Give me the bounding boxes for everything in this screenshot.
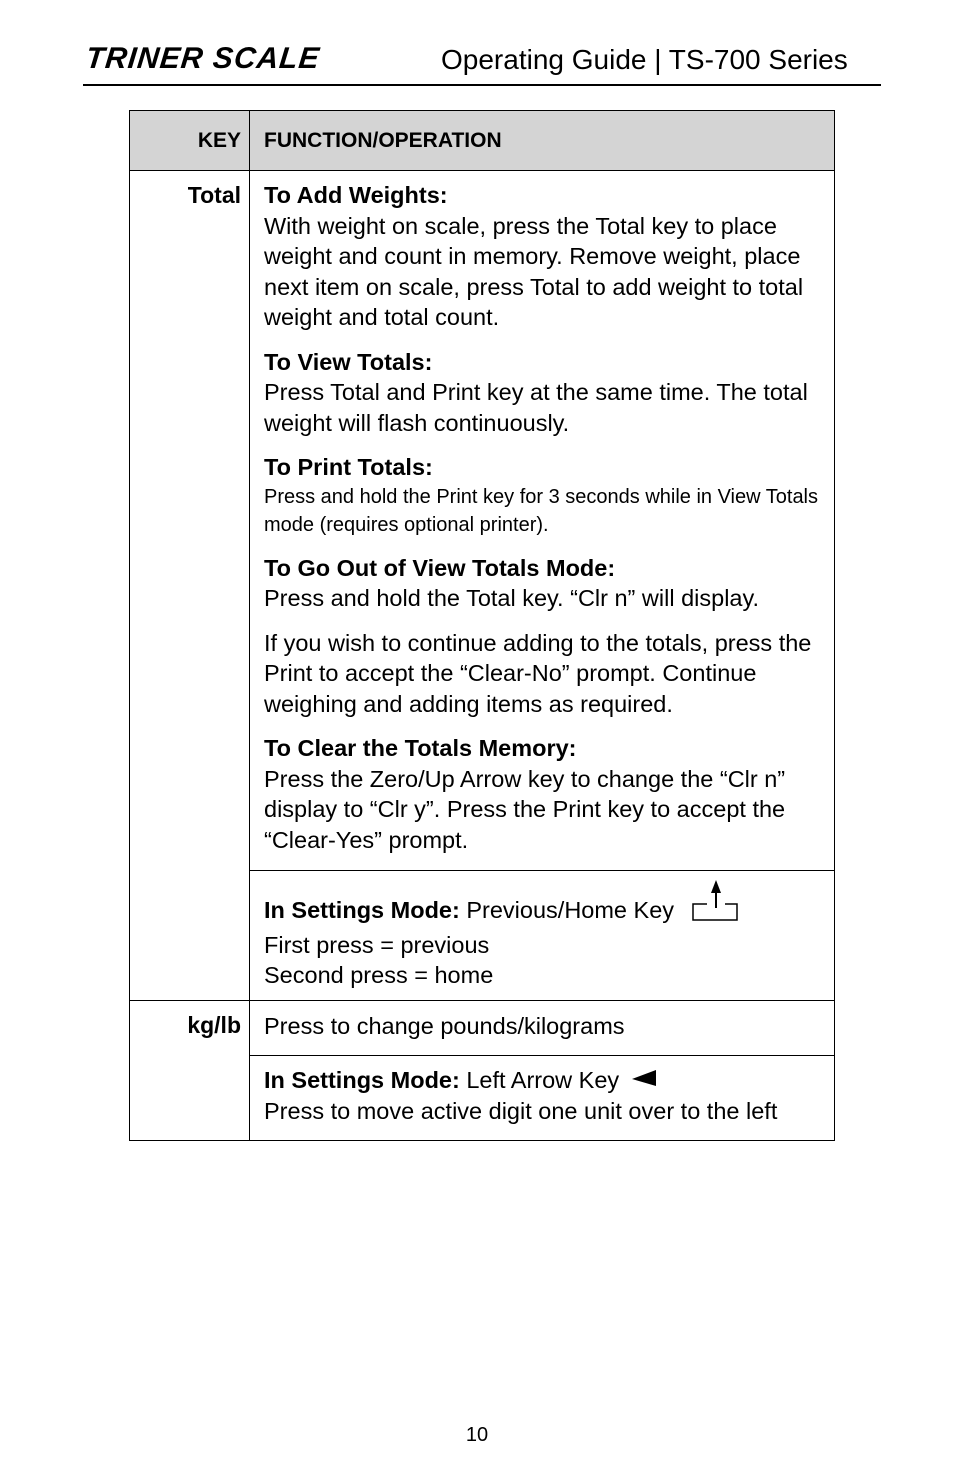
add-weights-heading: To Add Weights: (264, 182, 448, 208)
key-total: Total (130, 171, 250, 1001)
kglb-function-cell (250, 1000, 835, 1056)
total-settings-heading: In Settings Mode: (264, 897, 460, 923)
key-function-table (129, 110, 835, 1141)
table-header-row (130, 111, 835, 171)
kglb-settings-heading: In Settings Mode: (264, 1067, 460, 1093)
total-function-cell (250, 171, 835, 871)
total-settings-key: Previous/Home Key (466, 897, 675, 923)
add-weights-section (264, 180, 824, 333)
print-totals-heading: To Print Totals: (264, 454, 433, 480)
view-totals-section (264, 347, 824, 439)
kglb-text: Press to change pounds/kilograms (264, 1012, 625, 1039)
total-settings-line1: First press = previous (264, 931, 490, 958)
left-arrow-icon (632, 1065, 658, 1096)
guide-title: Operating Guide | TS-700 Series (441, 44, 848, 75)
table-row-kglb (130, 1000, 835, 1056)
view-totals-heading: To View Totals: (264, 348, 433, 375)
exit-view-totals-heading: To Go Out of View Totals Mode: (264, 554, 616, 581)
page-header (83, 38, 881, 86)
kglb-settings-line (264, 1065, 824, 1096)
function-column-header: FUNCTION/OPERATION (250, 111, 835, 171)
add-weights-text: With weight on scale, press the Total key to place weight and count in memory. Remove weight, place next item on scale, press Total to add weight to total weight and total count. (264, 212, 804, 330)
print-totals-text: Press and hold the Print key for 3 seconds while in View Totals mode (requires optional printer). (264, 485, 819, 536)
total-settings-cell (250, 871, 835, 1001)
print-totals-section (264, 452, 824, 539)
key-kglb: kg/lb (130, 1000, 250, 1141)
clear-totals-heading: To Clear the Totals Memory: (264, 735, 577, 761)
table-row-total (130, 171, 835, 871)
brand-logo: TRINER SCALE (84, 42, 322, 75)
continue-adding-section (264, 628, 824, 720)
key-column-header: KEY (130, 111, 250, 171)
previous-home-key-icon (691, 880, 739, 930)
continue-adding-text: If you wish to continue adding to the totals, press the Print to accept the “Clear-No” prompt. Continue weighing and adding items as required. (264, 629, 812, 717)
clear-totals-text: Press the Zero/Up Arrow key to change the “Clr n” display to “Clr y”. Press the Print key to accept the “Clear-Yes” prompt. (264, 765, 786, 853)
exit-view-totals-text: Press and hold the Total key. “Clr n” will display. (264, 585, 760, 611)
total-settings-line2: Second press = home (264, 962, 494, 988)
page-number: 10 (465, 1424, 489, 1446)
exit-view-totals-section (264, 553, 824, 614)
kglb-settings-text: Press to move active digit one unit over to the left (264, 1097, 778, 1124)
view-totals-text: Press Total and Print key at the same time. The total weight will flash continuously. (264, 379, 808, 436)
clear-totals-section (264, 733, 824, 855)
kglb-settings-cell (250, 1056, 835, 1141)
kglb-settings-key: Left Arrow Key (466, 1067, 620, 1093)
total-settings-line (264, 880, 824, 930)
